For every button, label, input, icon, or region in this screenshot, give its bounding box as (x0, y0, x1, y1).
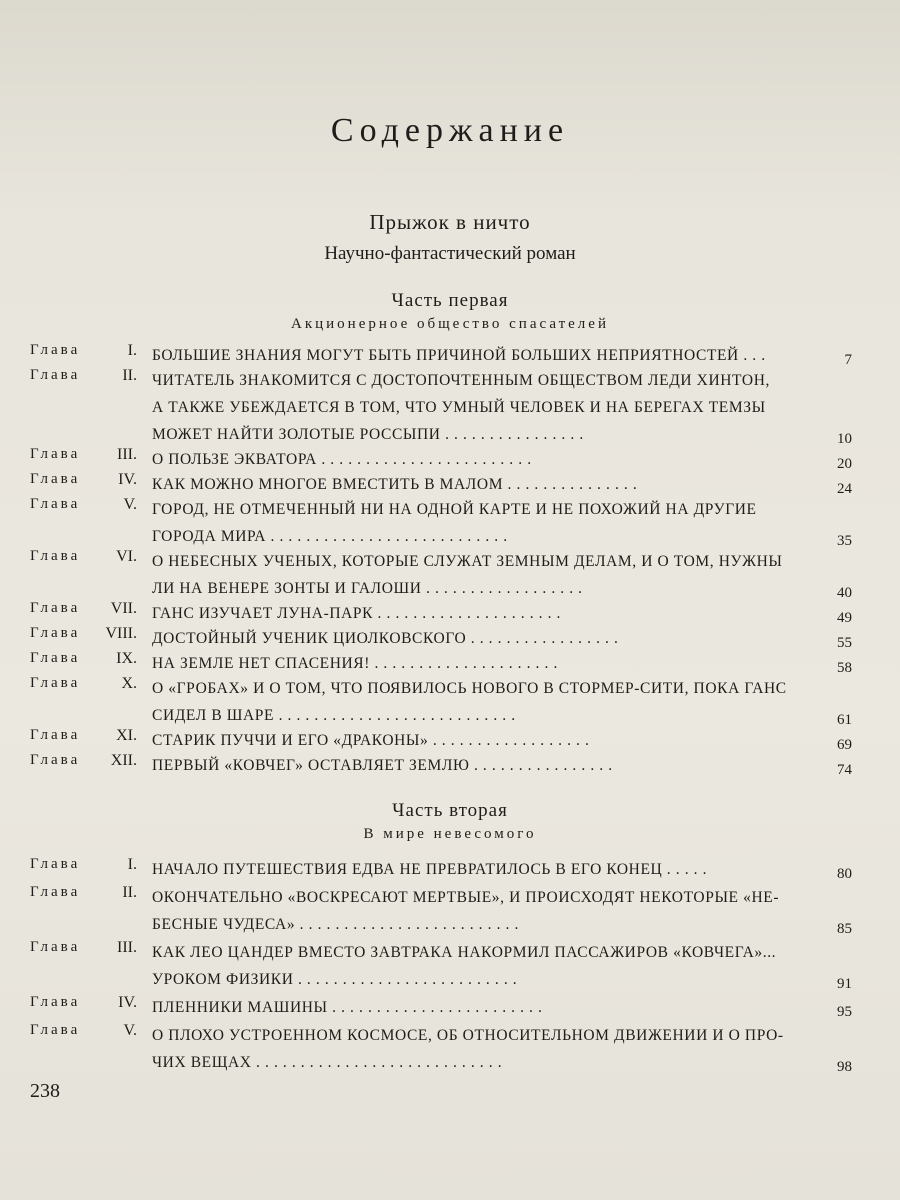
chapter-number: II. (122, 884, 137, 901)
chapter-title (152, 884, 792, 938)
chapter-title (152, 625, 792, 652)
chapter-title-line: ГАНС ИЗУЧАЕТ ЛУНА-ПАРК . . . . . . . . . . . . . . . . . . . . . (152, 605, 562, 622)
chapter-number: I. (127, 856, 137, 873)
chapter-title (152, 752, 792, 779)
chapter-number: IV. (118, 471, 137, 488)
chapter-word: Глава (30, 548, 81, 564)
chapter-number: II. (122, 367, 137, 384)
chapter-title (152, 548, 792, 602)
chapter-page-number: 40 (837, 585, 852, 601)
chapter-page-number: 98 (837, 1059, 852, 1075)
chapter-title-line: ЧИТАТЕЛЬ ЗНАКОМИТСЯ С ДОСТОПОЧТЕННЫМ ОБЩЕСТВОМ ЛЕДИ ХИНТОН, (152, 372, 770, 389)
chapter-number: VI. (116, 548, 137, 565)
chapter-page-number: 69 (837, 737, 852, 753)
chapter-page-number: 49 (837, 610, 852, 626)
chapter-page-number: 74 (837, 762, 852, 778)
chapter-title-line: УРОКОМ ФИЗИКИ . . . . . . . . . . . . . . . . . . . . . . . . . (152, 971, 518, 988)
chapter-word: Глава (30, 884, 81, 900)
chapter-title-line: ГОРОД, НЕ ОТМЕЧЕННЫЙ НИ НА ОДНОЙ КАРТЕ И НЕ ПОХОЖИЙ НА ДРУГИЕ (152, 501, 757, 518)
chapter-word: Глава (30, 939, 81, 955)
chapter-title-line: ПЕРВЫЙ «КОВЧЕГ» ОСТАВЛЯЕТ ЗЕМЛЮ . . . . . . . . . . . . . . . . (152, 757, 613, 774)
part-two-label: Часть вторая (392, 800, 508, 821)
chapter-word: Глава (30, 675, 81, 691)
chapter-title-line: СТАРИК ПУЧЧИ И ЕГО «ДРАКОНЫ» . . . . . . . . . . . . . . . . . . (152, 732, 590, 749)
chapter-title-line: БЕСНЫЕ ЧУДЕСА» . . . . . . . . . . . . . . . . . . . . . . . . . (152, 916, 519, 933)
chapter-title-line: ЛИ НА ВЕНЕРЕ ЗОНТЫ И ГАЛОШИ . . . . . . . . . . . . . . . . . . (152, 580, 583, 597)
chapter-title (152, 994, 792, 1021)
chapter-title-line: БОЛЬШИЕ ЗНАНИЯ МОГУТ БЫТЬ ПРИЧИНОЙ БОЛЬШИХ НЕПРИЯТНОСТЕЙ . . . (152, 347, 766, 364)
chapter-number: VIII. (105, 625, 137, 642)
chapter-page-number: 91 (837, 976, 852, 992)
chapter-title (152, 471, 792, 498)
chapter-number: XI. (116, 727, 137, 744)
chapter-number: V. (123, 1022, 137, 1039)
chapter-title-line: ГОРОДА МИРА . . . . . . . . . . . . . . . . . . . . . . . . . . . (152, 528, 508, 545)
chapter-page-number: 7 (844, 352, 852, 368)
chapter-title (152, 650, 792, 677)
chapter-title-line: НА ЗЕМЛЕ НЕТ СПАСЕНИЯ! . . . . . . . . . . . . . . . . . . . . . (152, 655, 558, 672)
chapter-title-line: НАЧАЛО ПУТЕШЕСТВИЯ ЕДВА НЕ ПРЕВРАТИЛОСЬ В ЕГО КОНЕЦ . . . . . (152, 861, 708, 878)
chapter-title-line: ПЛЕННИКИ МАШИНЫ . . . . . . . . . . . . . . . . . . . . . . . . (152, 999, 543, 1016)
chapter-word: Глава (30, 342, 81, 358)
chapter-title (152, 939, 792, 993)
chapter-title (152, 727, 792, 754)
chapter-title (152, 600, 792, 627)
chapter-number: III. (117, 939, 137, 956)
chapter-page-number: 20 (837, 456, 852, 472)
chapter-number: V. (123, 496, 137, 513)
chapter-word: Глава (30, 727, 81, 743)
chapter-title-line: КАК МОЖНО МНОГОЕ ВМЕСТИТЬ В МАЛОМ . . . . . . . . . . . . . . . (152, 476, 638, 493)
page-title: Содержание (330, 112, 570, 149)
chapter-title-line: О ПОЛЬЗЕ ЭКВАТОРА . . . . . . . . . . . . . . . . . . . . . . . . (152, 451, 532, 468)
chapter-page-number: 55 (837, 635, 852, 651)
chapter-page-number: 10 (837, 431, 852, 447)
chapter-title (152, 1022, 792, 1076)
chapter-number: VII. (110, 600, 137, 617)
chapter-page-number: 35 (837, 533, 852, 549)
chapter-number: X. (121, 675, 137, 692)
chapter-word: Глава (30, 600, 81, 616)
chapter-number: III. (117, 446, 137, 463)
chapter-title (152, 496, 792, 550)
chapter-page-number: 61 (837, 712, 852, 728)
chapter-title-line: ОКОНЧАТЕЛЬНО «ВОСКРЕСАЮТ МЕРТВЫЕ», И ПРОИСХОДЯТ НЕКОТОРЫЕ «НЕ- (152, 889, 780, 906)
chapter-title-line: О «ГРОБАХ» И О ТОМ, ЧТО ПОЯВИЛОСЬ НОВОГО В СТОРМЕР-СИТИ, ПОКА ГАНС (152, 680, 787, 697)
chapter-page-number: 85 (837, 921, 852, 937)
chapter-word: Глава (30, 367, 81, 383)
chapter-title-line: КАК ЛЕО ЦАНДЕР ВМЕСТО ЗАВТРАКА НАКОРМИЛ ПАССАЖИРОВ «КОВЧЕГА»... (152, 944, 777, 961)
chapter-page-number: 80 (837, 866, 852, 882)
chapter-title-line: О ПЛОХО УСТРОЕННОМ КОСМОСЕ, ОБ ОТНОСИТЕЛЬНОМ ДВИЖЕНИИ И О ПРО- (152, 1027, 784, 1044)
part-two-name: В мире невесомого (363, 826, 537, 842)
chapter-title (152, 367, 792, 448)
book-title: Прыжок в ничто (369, 210, 531, 234)
chapter-title-line: МОЖЕТ НАЙТИ ЗОЛОТЫЕ РОССЫПИ . . . . . . . . . . . . . . . . (152, 426, 584, 443)
chapter-title (152, 675, 792, 729)
chapter-number: IX. (116, 650, 137, 667)
chapter-word: Глава (30, 446, 81, 462)
chapter-title-line: ДОСТОЙНЫЙ УЧЕНИК ЦИОЛКОВСКОГО . . . . . . . . . . . . . . . . . (152, 630, 619, 647)
part-one-name: Акционерное общество спасателей (291, 316, 609, 332)
chapter-word: Глава (30, 856, 81, 872)
chapter-page-number: 24 (837, 481, 852, 497)
chapter-title-line: ЧИХ ВЕЩАХ . . . . . . . . . . . . . . . . . . . . . . . . . . . . (152, 1054, 503, 1071)
chapter-title-line: СИДЕЛ В ШАРЕ . . . . . . . . . . . . . . . . . . . . . . . . . . . (152, 707, 516, 724)
chapter-number: I. (127, 342, 137, 359)
chapter-number: XII. (110, 752, 137, 769)
chapter-page-number: 95 (837, 1004, 852, 1020)
chapter-word: Глава (30, 625, 81, 641)
chapter-page-number: 58 (837, 660, 852, 676)
chapter-word: Глава (30, 994, 81, 1010)
chapter-title-line: А ТАКЖЕ УБЕЖДАЕТСЯ В ТОМ, ЧТО УМНЫЙ ЧЕЛОВЕК И НА БЕРЕГАХ ТЕМЗЫ (152, 399, 766, 416)
chapter-number: IV. (118, 994, 137, 1011)
chapter-title (152, 446, 792, 473)
chapter-title (152, 856, 792, 883)
chapter-word: Глава (30, 496, 81, 512)
chapter-title (152, 342, 792, 369)
chapter-word: Глава (30, 752, 81, 768)
book-subtitle: Научно-фантастический роман (324, 243, 576, 264)
page-number: 238 (30, 1080, 60, 1102)
chapter-title-line: О НЕБЕСНЫХ УЧЕНЫХ, КОТОРЫЕ СЛУЖАТ ЗЕМНЫМ ДЕЛАМ, И О ТОМ, НУЖНЫ (152, 553, 783, 570)
chapter-word: Глава (30, 471, 81, 487)
chapter-word: Глава (30, 1022, 81, 1038)
part-one-label: Часть первая (391, 290, 509, 311)
chapter-word: Глава (30, 650, 81, 666)
